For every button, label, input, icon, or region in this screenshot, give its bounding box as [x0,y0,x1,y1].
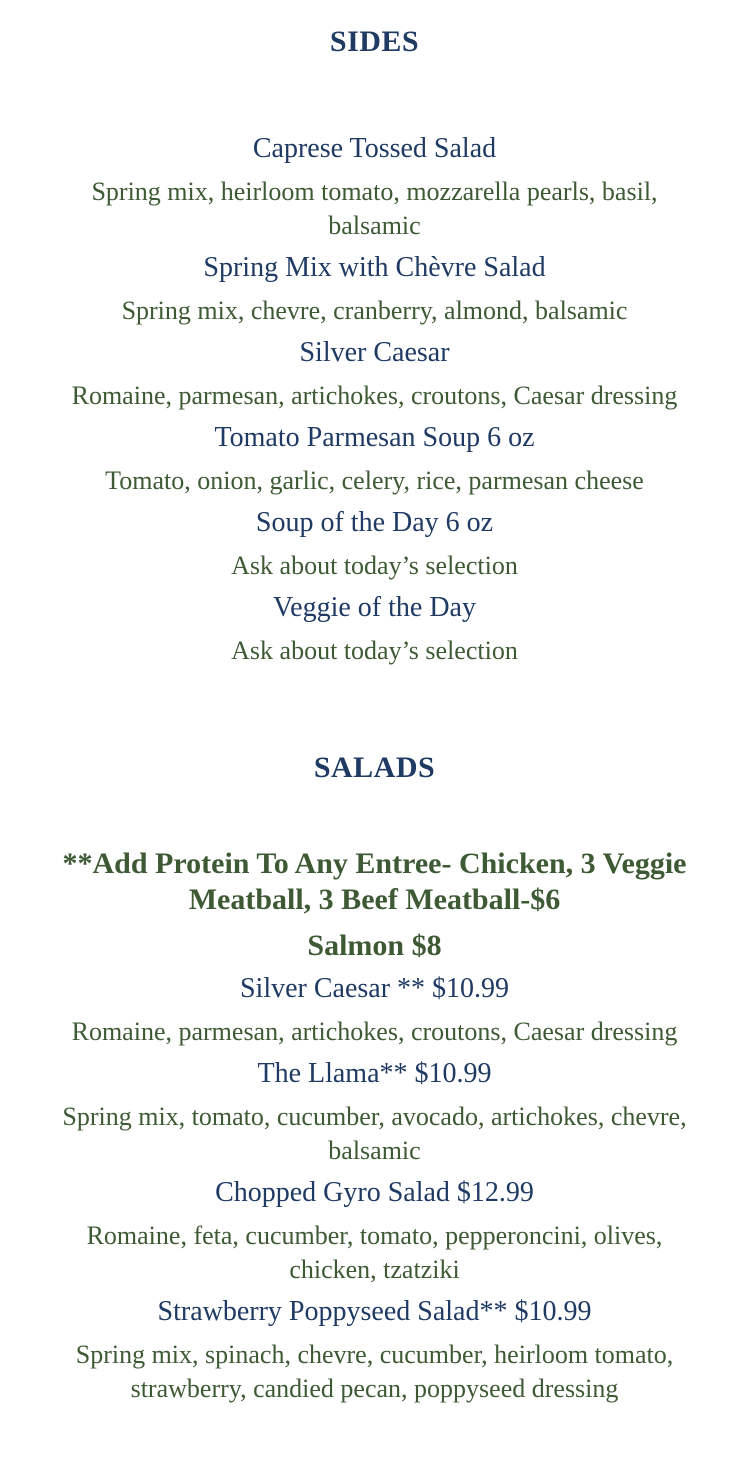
salad-item-name: Silver Caesar ** $10.99 [239,973,510,1004]
salmon-protein-note: Salmon $8 [307,929,442,962]
salad-item-description: Romaine, feta, cucumber, tomato, pepperoncini, olives, chicken, tzatziki [86,1221,663,1284]
salads-heading: SALADS [313,751,436,784]
side-item-description: Romaine, parmesan, artichokes, croutons, Caesar dressing [71,381,678,410]
salad-item-description: Spring mix, tomato, cucumber, avocado, artichokes, chevre, balsamic [62,1102,687,1165]
salads-list [0,846,749,1406]
side-item-description: Ask about today’s selection [231,551,518,580]
side-item-name: Caprese Tossed Salad [252,133,497,164]
sides-list [0,132,749,668]
salad-item-description: Spring mix, spinach, chevre, cucumber, heirloom tomato, strawberry, candied pecan, poppyseed dressing [75,1340,674,1403]
side-item-name: Tomato Parmesan Soup 6 oz [214,422,535,453]
side-item-name: Silver Caesar [299,337,450,368]
side-item-name: Veggie of the Day [273,592,476,623]
add-protein-note: **Add Protein To Any Entree- Chicken, 3 Veggie Meatball, 3 Beef Meatball-$6 [62,847,687,916]
salad-item-name: Chopped Gyro Salad $12.99 [215,1177,534,1208]
side-item-description: Spring mix, heirloom tomato, mozzarella pearls, basil, balsamic [91,177,658,240]
salad-item-name: Strawberry Poppyseed Salad** $10.99 [157,1296,592,1327]
salad-item-description: Romaine, parmesan, artichokes, croutons, Caesar dressing [71,1017,678,1046]
salad-item-name: The Llama** $10.99 [257,1058,492,1089]
side-item-name: Soup of the Day 6 oz [255,507,494,538]
side-item-name: Spring Mix with Chèvre Salad [203,252,546,283]
sides-heading: SIDES [329,25,420,58]
side-item-description: Spring mix, chevre, cranberry, almond, balsamic [121,296,628,325]
side-item-description: Ask about today’s selection [231,636,518,665]
side-item-description: Tomato, onion, garlic, celery, rice, parmesan cheese [105,466,644,495]
